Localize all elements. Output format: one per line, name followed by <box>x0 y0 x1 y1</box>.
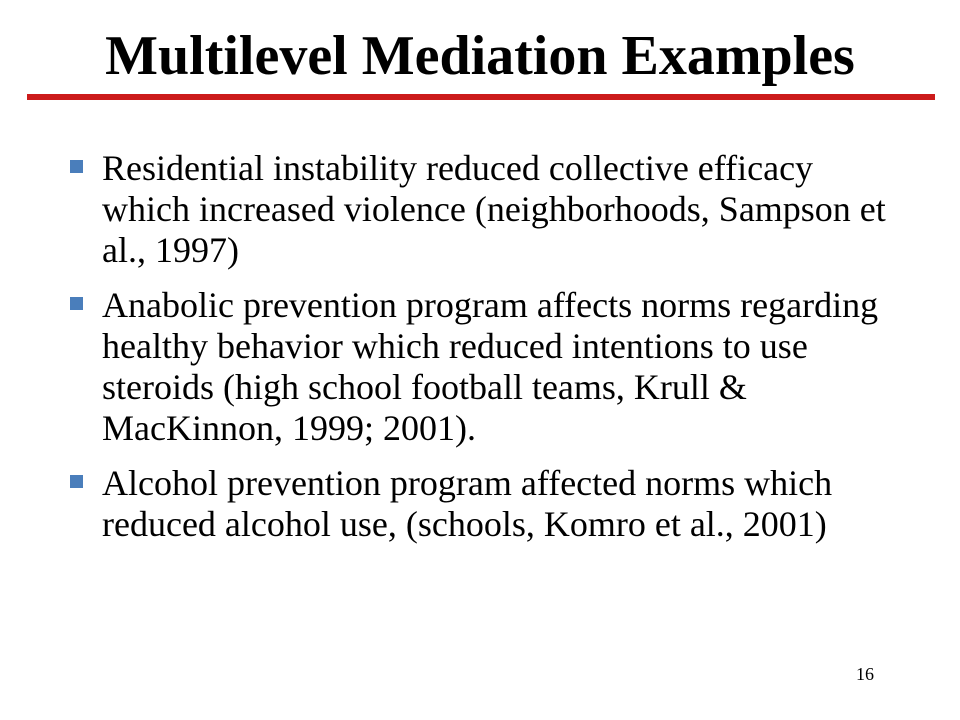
bullet-text: Anabolic prevention program affects norms regarding healthy behavior which reduced intentions to use steroids (high school football teams, Krull & MacKinnon, 1999; 2001). <box>102 285 879 448</box>
title-divider <box>27 94 935 100</box>
bullet-text: Residential instability reduced collective efficacy which increased violence (neighborhoods, Sampson et al., 1997) <box>102 148 886 270</box>
bullet-item <box>70 148 890 271</box>
square-bullet-icon <box>70 297 83 310</box>
slide-title: Multilevel Mediation Examples <box>105 25 855 87</box>
bullet-text: Alcohol prevention program affected norms which reduced alcohol use, (schools, Komro et al., 2001) <box>102 463 833 544</box>
square-bullet-icon <box>70 475 83 488</box>
bullet-item <box>70 285 890 449</box>
bullet-list <box>70 148 890 559</box>
page-number: 16 <box>856 664 874 684</box>
bullet-item <box>70 463 890 545</box>
square-bullet-icon <box>70 160 83 173</box>
